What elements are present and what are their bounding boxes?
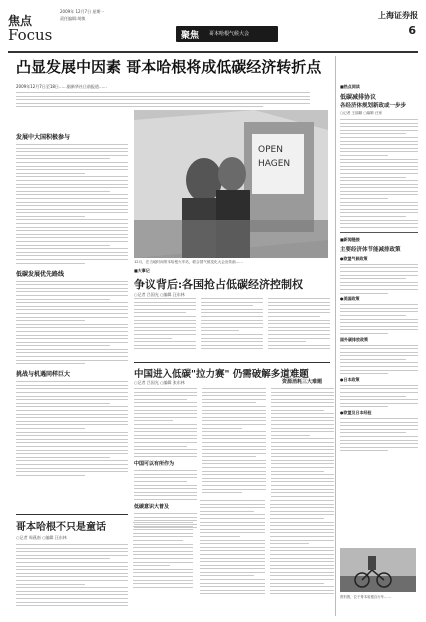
bottom-right-photo xyxy=(340,548,416,592)
masthead-rule xyxy=(8,51,418,53)
main-headline: 凸显发展中因素 哥本哈根将成低碳经济转折点 xyxy=(16,58,322,76)
center-article-2 xyxy=(134,388,334,511)
svg-text:HAGEN: HAGEN xyxy=(258,159,291,169)
masthead xyxy=(8,8,418,52)
left-bottom-story-b xyxy=(133,518,193,608)
center-article-1 xyxy=(134,298,330,360)
right-entry-3: ●日本政策 xyxy=(340,376,360,382)
right-tag: ■热点阅读 xyxy=(340,84,360,89)
photo-train-scene xyxy=(134,110,328,258)
right-title-3: 主要经济体节能减排政策 xyxy=(340,246,401,253)
date-line: 2009年 12月7日 星期一 xyxy=(60,9,105,14)
left-bottom-rule xyxy=(16,514,128,515)
photo-caption: 12月，在当地时间哥本哈根火车站，联合国气候变化大会宣传画…… xyxy=(134,260,243,264)
right-column xyxy=(340,84,418,614)
right-entry-4: ●欧盟及日本经验 xyxy=(340,410,372,415)
right-column-divider xyxy=(335,56,336,616)
main-deck-text: 2009年12月7日至18日……据新华社日前报道…… xyxy=(16,84,107,89)
right-entry-2: ●美国政策 xyxy=(340,296,360,302)
right-title-1: 低碳减排协议 xyxy=(340,94,377,101)
main-photo xyxy=(134,110,328,258)
left-heading-1: 发展中大国积极参与 xyxy=(16,134,71,141)
center-headline: 争议背后:各国抢占低碳经济控制权 xyxy=(134,278,304,291)
center-byline-2: ○记者 吕国光 ○编辑 张东林 xyxy=(134,380,185,385)
svg-text:OPEN: OPEN xyxy=(258,145,283,155)
left-heading-3: 挑战与机遇同样巨大 xyxy=(16,371,71,379)
photo-bicycle-scene xyxy=(340,548,416,592)
left-bottom-title: 哥本哈根不只是童话 xyxy=(16,522,106,533)
right-byline: ○记者 王丽颖 ○编辑 汪家 xyxy=(340,111,383,115)
right-subhead: 资源消耗三大难题 xyxy=(282,379,323,385)
right-title-2: 各经济体规划新政或一步步 xyxy=(340,103,407,109)
right-entry-1: ●欧盟气候政策 xyxy=(340,255,368,261)
left-heading-2: 低碳发展优先路线 xyxy=(16,270,65,278)
center-label: ■大事记 xyxy=(134,268,150,273)
editor-line: 责任编辑:胡敏 xyxy=(60,16,86,21)
right-tag-2: ■新闻链接 xyxy=(340,236,360,242)
topic-badge xyxy=(176,26,278,42)
center-rule xyxy=(134,362,330,363)
center-byline: ○记者 吕国光 ○编辑 汪东林 xyxy=(134,292,185,297)
left-bottom-byline: ○记者 周燕南 ○编辑 汪东林 xyxy=(16,535,67,540)
left-bottom-story xyxy=(16,518,128,608)
section-title-en: Focus xyxy=(8,26,53,44)
center-subhead-b: 低碳意识大普及 xyxy=(134,504,170,511)
page-number: 6 xyxy=(408,24,416,37)
section-title: 焦点 xyxy=(8,14,33,28)
right-subtitle: 国外碳排放政策 xyxy=(340,336,368,342)
topic-badge-label: 聚焦 xyxy=(181,31,200,41)
center-article-3 xyxy=(200,500,334,610)
bottom-right-caption: 资料图，位于哥本哈根自行车…… xyxy=(340,595,391,599)
center-headline-2: 中国进入低碳"拉力赛" 仍需破解多道难题 xyxy=(134,369,309,380)
topic-badge-sub: 哥本哈根气候大会 xyxy=(209,31,250,37)
main-deck xyxy=(16,84,310,110)
paper-name: 上海证券报 xyxy=(378,10,418,20)
right-rule xyxy=(340,232,418,233)
center-subhead-a: 中国可以有所作为 xyxy=(134,461,175,468)
